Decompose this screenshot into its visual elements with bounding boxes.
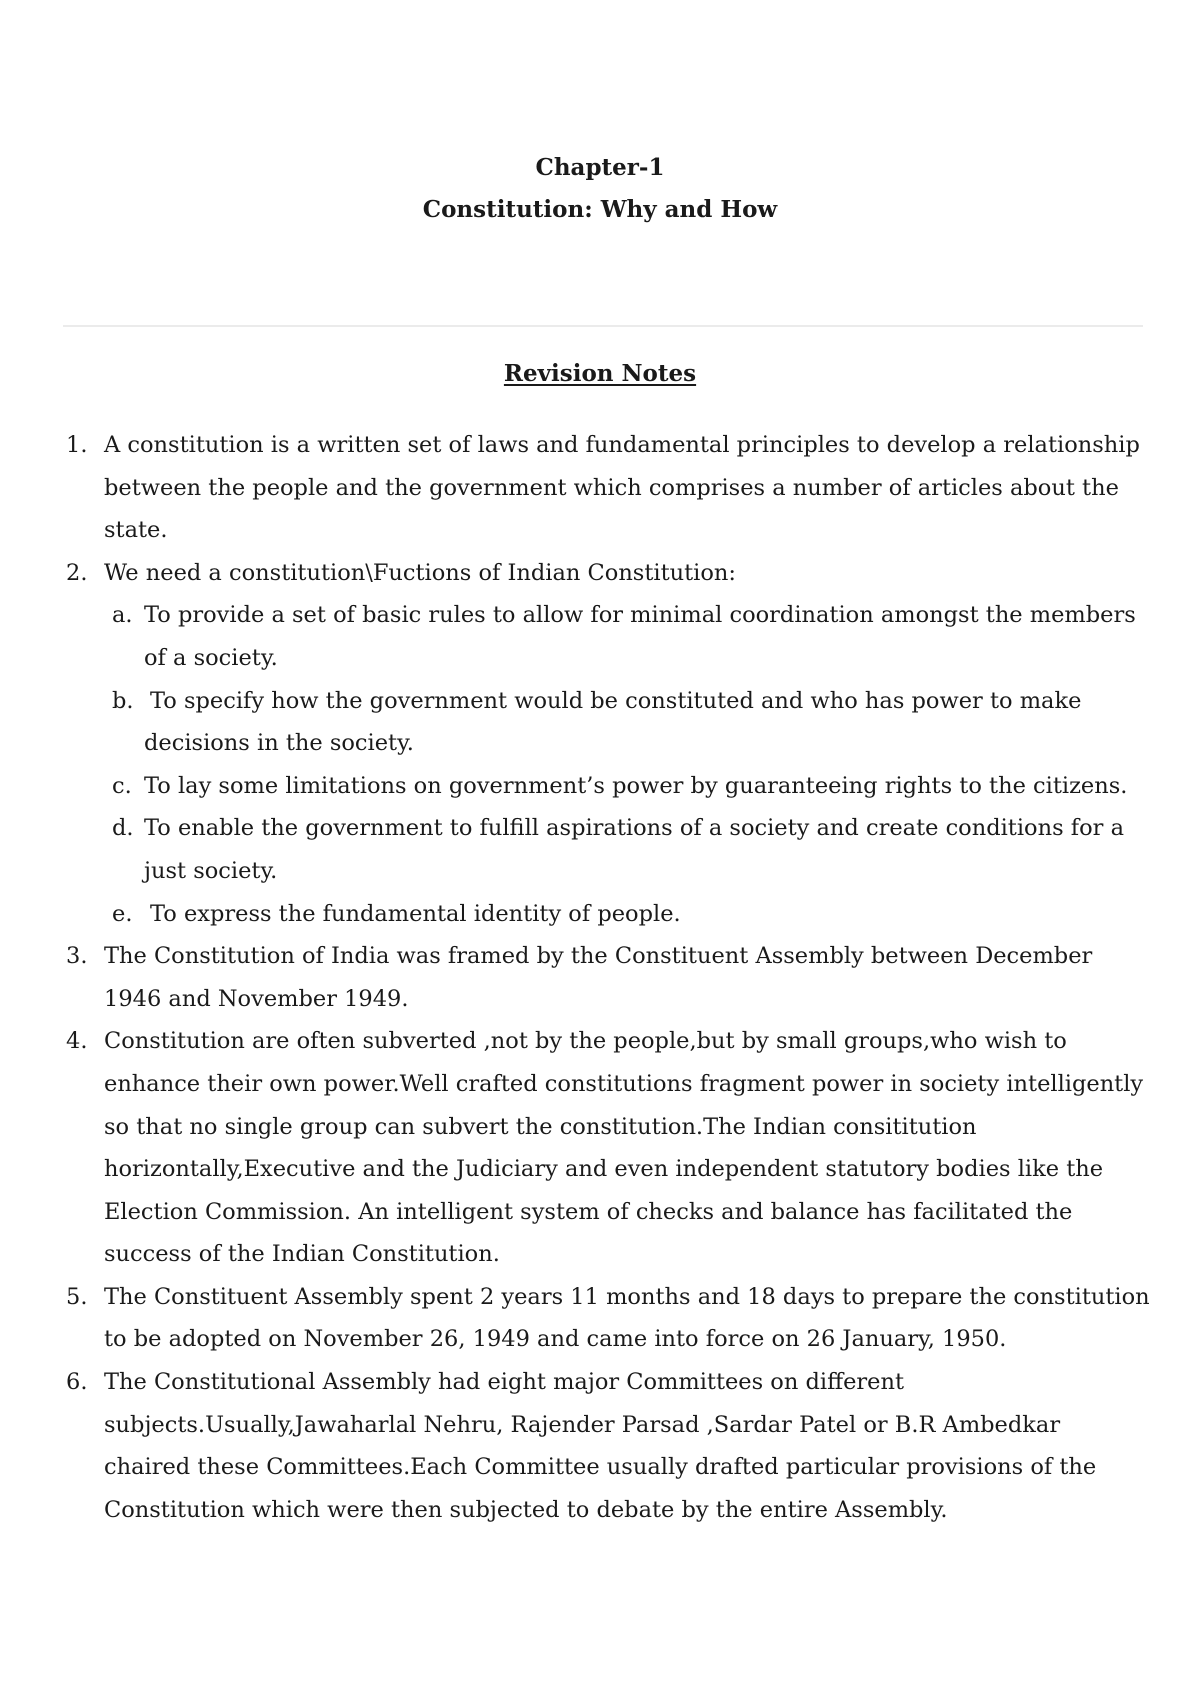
list-item [60,1276,1150,1361]
chapter-title: Constitution: Why and How [422,196,778,223]
item-text: A constitution is a written set of laws and fundamental principles to develop a relationship between the people and the government which comprises a number of articles about the state. [104,432,1140,544]
sub-item-letter: a. [112,602,133,629]
sub-list-item [104,594,1150,679]
sub-item-text: To specify how the government would be constituted and who has power to make decisions in the society. [144,687,1082,757]
list-item [60,552,1150,935]
sub-list-item [104,807,1150,892]
sub-item-text: To provide a set of basic rules to allow for minimal coordination amongst the members of a society. [144,602,1136,671]
sub-list-item [104,680,1150,765]
item-number: 6. [66,1369,88,1396]
item-number: 2. [66,559,88,586]
list-item [60,1020,1150,1276]
item-text: We need a constitution\Fuctions of Indian Constitution: [104,559,736,586]
sub-item-text: To lay some limitations on government’s power by guaranteeing rights to the citizens. [144,772,1128,799]
item-text: The Constitution of India was framed by the Constituent Assembly between December 1946 and November 1949. [104,943,1093,1012]
sub-list-item [104,893,1150,936]
item-number: 4. [66,1028,88,1055]
list-item [60,1361,1150,1531]
list-item [60,424,1150,552]
item-text: The Constituent Assembly spent 2 years 11 months and 18 days to prepare the constitution to be adopted on November 26, 1949 and came into force on 26 January, 1950. [104,1283,1150,1353]
item-number: 3. [66,943,88,970]
item-number: 1. [66,432,88,458]
sub-item-letter: d. [112,815,134,842]
sub-item-letter: e. [112,900,133,927]
item-text: Constitution are often subverted ,not by the people,but by small groups,who wish to enhance their own power.Well crafted constitutions fragment power in society intelligently so that no single group can subvert the constitution.The Indian consititution horizontally,Executive and the Judiciary and even independent statutory bodies like the Election Commission. An intelligent system of checks and balance has facilitated the success of the Indian Constitution. [104,1028,1144,1268]
revision-notes-list [60,424,1150,1531]
sub-item-text: To express the fundamental identity of people. [150,900,681,927]
sub-list-item [104,765,1150,808]
chapter-label: Chapter-1 [535,154,665,181]
section-title: Revision Notes [503,360,697,387]
sub-item-text: To enable the government to fulfill aspirations of a society and create conditions for a just society. [144,815,1124,884]
item-number: 5. [66,1283,88,1310]
list-item [60,935,1150,1020]
sub-list [104,594,1150,935]
sub-item-letter: c. [112,772,132,799]
sub-item-letter: b. [112,687,134,714]
item-text: The Constitutional Assembly had eight major Committees on different subjects.Usually,Jawaharlal Nehru, Rajender Parsad ,Sardar Patel or B.R Ambedkar chaired these Committees.Each Committee usually drafted particular provisions of the Constitution which were then subjected to debate by the entire Assembly. [104,1369,1097,1523]
section-divider [63,325,1143,327]
